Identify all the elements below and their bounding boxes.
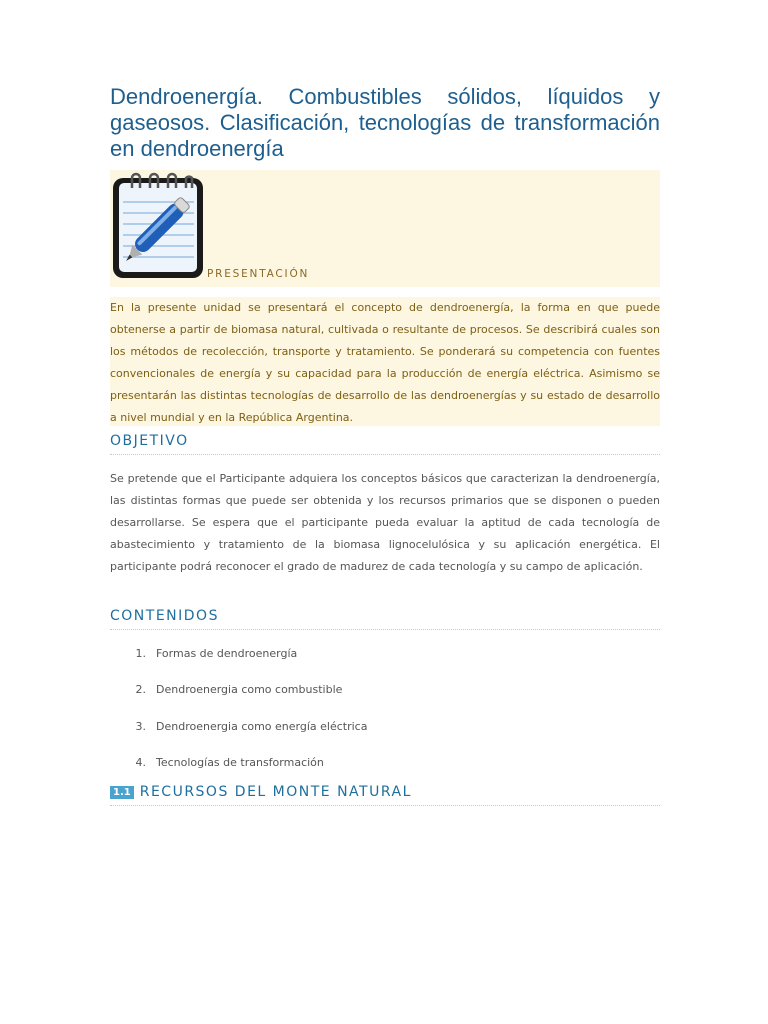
list-item-number: 3. — [135, 719, 146, 733]
contents-list — [110, 643, 660, 788]
section-number-badge: 1.1 — [110, 786, 134, 799]
list-item-text: Dendroenergia como energía eléctrica — [156, 719, 368, 733]
list-item-text: Tecnologías de transformación — [156, 755, 324, 769]
document-title: Dendroenergía. Combustibles sólidos, líquidos y gaseosos. Clasificación, tecnologías de transformación en dendroenergía — [110, 84, 660, 161]
list-item-number: 2. — [135, 683, 146, 697]
presentation-banner — [110, 170, 660, 287]
notebook-pen-icon — [110, 172, 208, 282]
list-item — [110, 643, 660, 679]
list-item-text: Dendroenergia como combustible — [156, 683, 343, 697]
objective-heading: OBJETIVO — [110, 433, 660, 455]
list-item — [110, 679, 660, 715]
list-item-text: Formas de dendroenergía — [156, 647, 298, 660]
presentation-text: En la presente unidad se presentará el concepto de dendroenergía, la forma en que puede obtenerse a partir de biomasa natural, cultivada o resultante de procesos. Se describirá cuales son los métodos de recolección, transporte y tratamiento. Se ponderará su competencia con fuentes convencionales de energía y su capacidad para la producción de energía eléctrica. Asimismo se presentarán las distintas tecnologías de desarrollo de las dendroenergías y su estado de desarrollo a nivel mundial y en la República Argentina. — [110, 301, 660, 424]
list-item-number: 1. — [135, 647, 146, 660]
list-item-number: 4. — [135, 755, 146, 769]
list-item — [110, 716, 660, 752]
presentation-label: PRESENTACIÓN — [207, 268, 310, 280]
resources-heading-text: RECURSOS DEL MONTE NATURAL — [139, 784, 412, 800]
resources-heading — [110, 784, 660, 806]
objective-text: Se pretende que el Participante adquiera los conceptos básicos que caracterizan la dendroenergía, las distintas formas que puede ser obtenida y los recursos primarios que se disponen o pueden desarrollarse. Se espera que el participante pueda evaluar la aptitud de cada tecnología de abastecimiento y tratamiento de la biomasa lignocelulósica y su aplicación energética. El participante podrá reconocer el grado de madurez de cada tecnología y su campo de aplicación. — [110, 472, 660, 573]
list-item — [110, 752, 660, 788]
contents-heading: CONTENIDOS — [110, 608, 660, 630]
